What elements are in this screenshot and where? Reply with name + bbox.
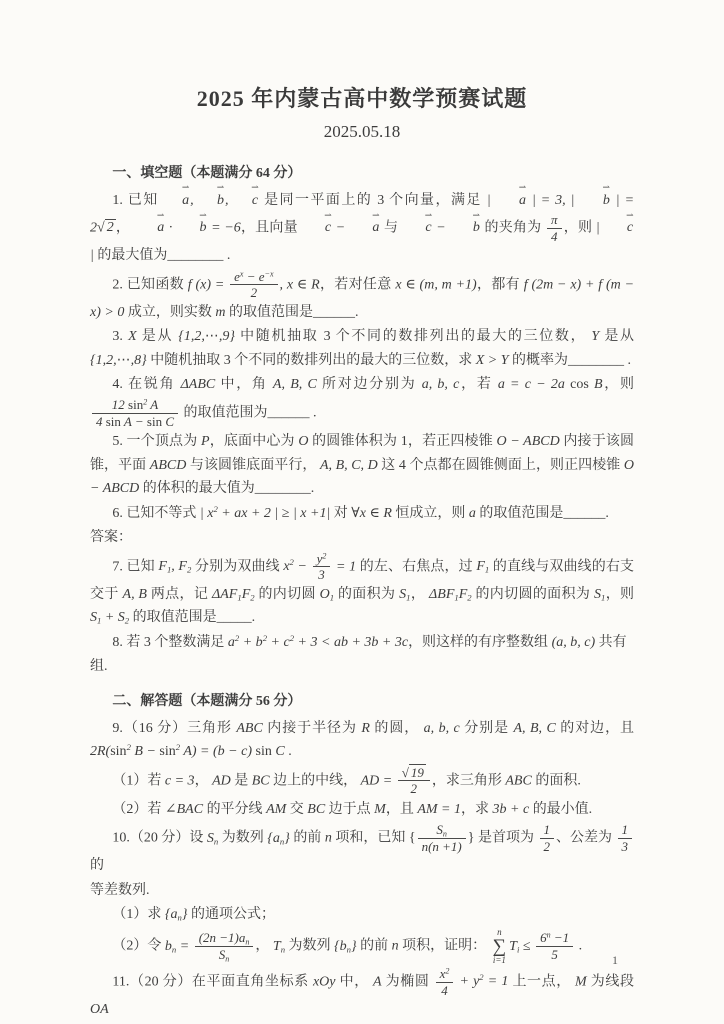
math-run: − [332, 220, 349, 236]
question-9-part1 [90, 765, 634, 797]
math-run: = −6 [207, 220, 241, 236]
math-run: 3b + c [492, 801, 530, 817]
fraction-numerator: π [547, 212, 562, 229]
math-run: (a, b, c) [551, 634, 596, 650]
math-run: x ∈ (m, m +1) [395, 277, 477, 293]
math-run: M [374, 801, 386, 817]
math-run: A, B, C [513, 720, 556, 736]
math-run: c = 3 [164, 772, 195, 788]
text-run: 9.（16 分）三角形 [112, 720, 237, 736]
fraction [436, 966, 454, 998]
vector-arrow-icon: ⇀ [602, 181, 611, 192]
vector-letter: b [217, 192, 225, 208]
text-run: 5. 一个顶点为 [112, 434, 202, 450]
text-run: （2）若 [112, 801, 165, 817]
vector-arrow-icon: ⇀ [199, 209, 207, 220]
function-name: cos [570, 377, 589, 393]
vector-arrow-icon: ⇀ [251, 181, 259, 192]
text-run: 边于点 [325, 801, 375, 817]
math-run: a, b, c [421, 377, 460, 393]
text-run: 的圆， [369, 720, 424, 736]
text-run: ，且向量 [240, 220, 302, 236]
math-run: $T_n$ [272, 938, 286, 955]
math-run: $S_1$ [594, 586, 606, 603]
question-8 [90, 631, 634, 655]
math-run: $S_1 + S_2$ [90, 610, 130, 627]
text-run: ，底面中心为 [209, 434, 299, 450]
question-5 [90, 430, 634, 501]
fraction-denominator: 3 [621, 838, 629, 854]
math-run: $S_1$ [399, 586, 411, 603]
math-run: A, B, C, D [320, 457, 378, 473]
text-run: 为数列 [218, 830, 268, 846]
text-run: 、公差为 [556, 830, 616, 846]
function-name: sin [255, 744, 272, 760]
text-run: 中， [335, 974, 373, 990]
math-run: Y [591, 329, 600, 345]
vector-arrow-icon: ⇀ [156, 209, 165, 220]
vector-arrow-icon: ⇀ [372, 209, 380, 220]
text-run: 的取值范围是______. [225, 304, 359, 320]
math-run: BC [251, 772, 270, 788]
question-7 [90, 551, 634, 630]
text-run: 的对边，且 [555, 720, 635, 736]
vector-arrow-icon: ⇀ [518, 181, 527, 192]
math-run: · [165, 220, 177, 236]
text-run: 答案： [90, 530, 132, 546]
question-6 [90, 502, 634, 526]
fraction [540, 822, 555, 854]
text-run: 成立，则实数 [124, 304, 216, 320]
fraction-numerator: $x^2$ [436, 966, 454, 983]
math-run: AD = [360, 772, 396, 788]
fraction-numerator [398, 765, 430, 782]
fraction-numerator: 1 [540, 822, 555, 839]
vector-letter: b [472, 220, 480, 236]
text-run: 的夹角为 [480, 220, 546, 236]
question-9-part2 [90, 798, 634, 822]
text-run: ，都有 [476, 277, 524, 293]
math-run: ABCD [149, 457, 187, 473]
text-run: 为线段 [586, 974, 635, 990]
text-run: （2）令 [112, 938, 165, 954]
math-run: f (x) = [187, 277, 229, 293]
math-run: = 1 [332, 559, 357, 575]
math-run: $2R(\sin^2$ $B - \sin^2 A) = (b - c)$ sin C [90, 742, 285, 760]
math-run: $S_n$ [206, 830, 219, 847]
text-run: 的前 [356, 938, 392, 954]
text-run: ，则 [605, 586, 635, 602]
vector-arrow-icon: ⇀ [626, 209, 634, 220]
math-run: $\{b_n\}$ [334, 938, 357, 955]
vector [497, 181, 527, 213]
square-root [402, 764, 426, 780]
text-run: ，求三角形 [431, 772, 506, 788]
math-run: O − ABCD [90, 457, 635, 497]
vector [177, 209, 207, 240]
fraction-denominator: 2 [543, 838, 550, 854]
math-run: $\{a_n\}$ [267, 830, 290, 847]
radical-sign: √ [401, 764, 409, 780]
math-run: n [391, 938, 399, 954]
math-run: n [324, 830, 332, 846]
vector [580, 181, 611, 213]
text-run: 一、填空题（本题满分 64 分） [112, 166, 302, 181]
text-run: } 是首项为 [467, 830, 538, 846]
math-run: A, B, C [272, 377, 317, 393]
math-run: | = 3, | [527, 192, 580, 208]
text-run: 8. 若 3 个整数满足 [112, 634, 228, 650]
summation [493, 928, 507, 965]
fraction-numerator: $S_n$ [418, 822, 466, 839]
math-run: | $x^2$ + ax + 2 | ≥ | x +1| [199, 503, 331, 521]
math-run: X [128, 329, 137, 345]
function-name: sin [128, 396, 144, 412]
text-run: 中随机抽取 3 个不同的数排列出的最大的三位数， [234, 329, 592, 345]
text-run: （1）求 [112, 907, 165, 923]
text-run: 4. 在锐角 [112, 377, 181, 393]
math-run: X > Y [475, 352, 509, 368]
vector-letter: a [519, 192, 527, 208]
math-run: {1,2,⋯,9} [178, 329, 235, 345]
text-run: 的前 [289, 830, 325, 846]
text-run: 2. 已知函数 [112, 277, 188, 293]
math-run: OA [90, 1002, 109, 1018]
text-run: 的最大值为________ . [93, 248, 231, 264]
math-run: ∠BAC [164, 801, 204, 817]
text-run: 的直线与双曲线的右支交于 [90, 559, 635, 602]
math-run: $T_i$ ≤ [509, 938, 535, 955]
answers-label [90, 526, 634, 550]
text-run: 11.（20 分）在平面直角坐标系 [112, 974, 313, 990]
text-run: 的取值范围是______. [475, 505, 609, 521]
text-run: 的内切圆的面积为 [471, 586, 595, 602]
fraction-denominator: 3 [318, 567, 325, 583]
vector [450, 209, 481, 240]
math-run: AD [212, 772, 231, 788]
question-3 [90, 325, 634, 372]
vector-letter: c [324, 220, 332, 236]
fraction [195, 930, 254, 962]
math-run: , [225, 192, 229, 208]
text-run: 内接于半径为 [262, 720, 362, 736]
text-run: 交 [286, 801, 308, 817]
question-10-cont [90, 879, 634, 903]
text-run: 1. 已知 [112, 192, 159, 208]
fraction-numerator: $y^2$ [313, 551, 331, 568]
vector-arrow-icon: ⇀ [181, 181, 190, 192]
fraction-numerator: $6^n -1$ [536, 930, 573, 947]
math-run: xOy [312, 974, 336, 990]
function-name: sin [105, 413, 121, 429]
text-run: 内接于该圆锥，平面 [90, 434, 635, 473]
text-run: 组. [90, 659, 108, 675]
function-name: sin [110, 744, 127, 760]
vector-letter: a [157, 220, 165, 236]
vector-letter: c [251, 192, 259, 208]
exam-date: 2025.05.18 [323, 122, 401, 141]
fraction [618, 822, 633, 854]
math-run: $a^2 + b^2 + c^2 + 3$ < ab + 3b + 3c [227, 633, 409, 650]
text-run: ， [115, 220, 134, 236]
text-run: 是同一平面上的 3 个向量，满足 [259, 192, 487, 208]
math-run: | [595, 220, 604, 236]
math-run: + $y^2 = 1$ [455, 972, 509, 990]
text-run: 中随机抽取 3 个不同的数排列出的最大的三位数，求 [146, 352, 476, 368]
text-run: 7. 已知 [112, 559, 159, 575]
math-run: O − ABCD [496, 434, 560, 450]
text-run: 的圆锥体积为 1，若正四棱锥 [308, 434, 497, 450]
question-9 [90, 717, 634, 764]
fraction [230, 269, 277, 301]
text-run: 两点，记 [146, 586, 213, 602]
text-run: 项积，证明： [398, 938, 490, 954]
text-run: 的面积为 [334, 586, 400, 602]
fraction [398, 765, 430, 797]
text-run: 的 [90, 858, 104, 874]
text-run: 共有 [595, 634, 627, 650]
text-run: 等差数列. [90, 882, 150, 898]
vector [350, 209, 380, 240]
text-run: 恒成立，则 [391, 505, 469, 521]
fraction-denominator: $S_n$ [218, 946, 230, 964]
math-run: A, B [122, 586, 147, 602]
vector-letter: c [425, 220, 432, 236]
math-run: ΔABC [180, 377, 216, 393]
vector-arrow-icon: ⇀ [472, 209, 481, 220]
summation-lower-limit: i=1 [492, 954, 506, 965]
text-run: 3. [112, 329, 129, 345]
text-run: 二、解答题（本题满分 56 分） [112, 694, 302, 709]
vector-letter: a [372, 220, 380, 236]
fraction [536, 930, 573, 962]
text-run: ，则 [602, 377, 635, 393]
fraction-denominator: 2 [410, 781, 418, 797]
math-run: BC [307, 801, 326, 817]
question-11 [90, 966, 634, 1022]
vector-letter: b [602, 192, 610, 208]
math-run: ABC [505, 772, 532, 788]
text-run: 的左、右焦点，过 [356, 559, 477, 575]
text-run: 与 [380, 220, 402, 236]
text-run: 的取值范围是_____. [129, 610, 256, 626]
math-run: $b_n$ = [164, 938, 193, 955]
math-run: $x^2$ − [283, 557, 311, 575]
summation-upper-limit: n [497, 926, 502, 937]
text-run: 的面积. [531, 772, 581, 788]
vector-arrow-icon: ⇀ [424, 209, 433, 220]
vector [135, 209, 165, 240]
square-root [97, 219, 116, 235]
fraction [547, 212, 562, 244]
fraction [418, 822, 466, 854]
fraction [92, 397, 178, 429]
question-10-part2 [90, 928, 634, 965]
fraction-numerator: $(2n -1)a_n$ [195, 930, 254, 947]
text-run: 10.（20 分）设 [112, 830, 207, 846]
math-run: $F_1$, $F_2$ [158, 559, 192, 575]
math-run: $F_1$ [476, 559, 490, 575]
fraction-denominator: 4 [551, 228, 558, 244]
text-run: 边上的中线， [269, 772, 361, 788]
math-run: A [372, 974, 382, 990]
fraction-denominator: 5 [551, 946, 558, 962]
vector-arrow-icon: ⇀ [216, 181, 225, 192]
math-run: M [575, 974, 587, 990]
sigma-symbol: ∑ [492, 935, 507, 957]
exam-title: 2025 年内蒙古高中数学预赛试题 [196, 86, 528, 111]
text-run: 所对边分别为 [316, 377, 422, 393]
text-run: 的通项公式； [187, 907, 275, 923]
text-run: 的最小值. [529, 801, 593, 817]
text-run: . [575, 938, 583, 954]
text-run: 是 [230, 772, 252, 788]
math-run: a [468, 505, 476, 521]
fraction-denominator: 4 [441, 982, 448, 998]
math-run: AM = 1 [417, 801, 462, 817]
text-run: 的概率为________ . [508, 352, 631, 368]
vector [160, 181, 190, 213]
question-4 [90, 373, 634, 429]
function-name: sin [146, 413, 163, 429]
fraction-denominator: 4 sin A − sin C [96, 413, 175, 429]
radicand: 2 [106, 220, 114, 236]
math-run: AM [266, 801, 287, 817]
math-run: ∀x ∈ R [351, 505, 392, 521]
text-run: ，若 [459, 377, 498, 393]
math-run: | [486, 192, 496, 208]
math-run: $O_1$ [319, 586, 335, 603]
text-run: 为数列 [285, 938, 335, 954]
math-run: f (2m − x) + f (m − x) > 0 [90, 277, 635, 320]
math-run: $\Delta BF_1F_2$ [429, 586, 472, 603]
question-10 [90, 822, 634, 878]
math-run: {1,2,⋯,8} [90, 352, 147, 368]
vector-letter: a [182, 192, 190, 208]
math-run: | = 2 [90, 192, 635, 236]
math-run: , [190, 192, 194, 208]
text-run: 的平分线 [203, 801, 267, 817]
exam-body [90, 162, 634, 1022]
text-run: ， [194, 772, 213, 788]
math-run: P [201, 434, 210, 450]
text-run: 为椭圆 [381, 974, 434, 990]
text-run: . [284, 744, 292, 760]
text-run: 分别为双曲线 [191, 559, 284, 575]
function-name: sin [159, 744, 176, 760]
page-number: 1 [612, 953, 618, 967]
text-run: ，若对任意 [319, 277, 396, 293]
text-run: 是从 [136, 329, 179, 345]
math-run: − [432, 220, 450, 236]
fraction-denominator: n(n +1) [421, 838, 462, 854]
text-run: 这 4 个点都在圆锥侧面上，则正四棱锥 [377, 457, 624, 473]
text-run: ， [255, 938, 273, 954]
text-run: 对 [330, 505, 352, 521]
text-run: ，则这样的有序整数组 [408, 634, 552, 650]
text-run: 是从 [599, 329, 635, 345]
vector [403, 209, 433, 240]
math-run: O [298, 434, 309, 450]
fraction-numerator: 1 [618, 822, 633, 839]
fraction-numerator: $e^x - e^{-x}$ [230, 269, 277, 286]
text-run: 与该圆锥底面平行， [186, 457, 320, 473]
radicand: 19 [410, 764, 424, 780]
math-run: ABC [236, 720, 263, 736]
vector [303, 209, 332, 240]
math-run: $\{a_n\}$ [164, 907, 188, 924]
text-run: 的取值范围为______ . [180, 405, 317, 421]
vector-letter: b [199, 220, 207, 236]
math-run: $\Delta AF_1F_2$ [212, 586, 255, 603]
text-run: 项和，已知 { [331, 830, 416, 846]
math-run: R [361, 720, 370, 736]
text-run: ，则 [563, 220, 596, 236]
vector [604, 209, 634, 240]
text-run: ， [410, 586, 430, 602]
section2-heading [90, 690, 634, 714]
text-run: 上一点， [508, 974, 576, 990]
text-run: ，求 [461, 801, 493, 817]
radical-sign: √ [97, 220, 105, 236]
question-2 [90, 269, 634, 325]
vector [230, 181, 259, 213]
text-run: 的体积的最大值为________. [139, 481, 315, 497]
text-run: 的内切圆 [254, 586, 320, 602]
math-run: , x ∈ R [279, 277, 320, 293]
math-run: a, b, c [423, 720, 460, 736]
question-1 [90, 181, 635, 268]
text-run: 中，角 [215, 377, 273, 393]
math-run: m [215, 304, 226, 320]
math-run: | [90, 248, 94, 264]
fraction-denominator: 2 [250, 285, 258, 301]
text-run: （1）若 [112, 772, 165, 788]
text-run: ，且 [385, 801, 418, 817]
vector-arrow-icon: ⇀ [324, 209, 332, 220]
question-10-part1 [90, 903, 634, 927]
text-run: 分别是 [459, 720, 514, 736]
fraction [313, 551, 331, 583]
vector [195, 181, 225, 213]
vector-letter: c [626, 220, 634, 236]
math-run: a = c − 2a cos B [497, 377, 603, 393]
fraction-numerator: 12 $\sin^2 A$ [92, 397, 178, 414]
text-run: 6. 已知不等式 [112, 505, 200, 521]
question-8-cont [90, 655, 634, 679]
